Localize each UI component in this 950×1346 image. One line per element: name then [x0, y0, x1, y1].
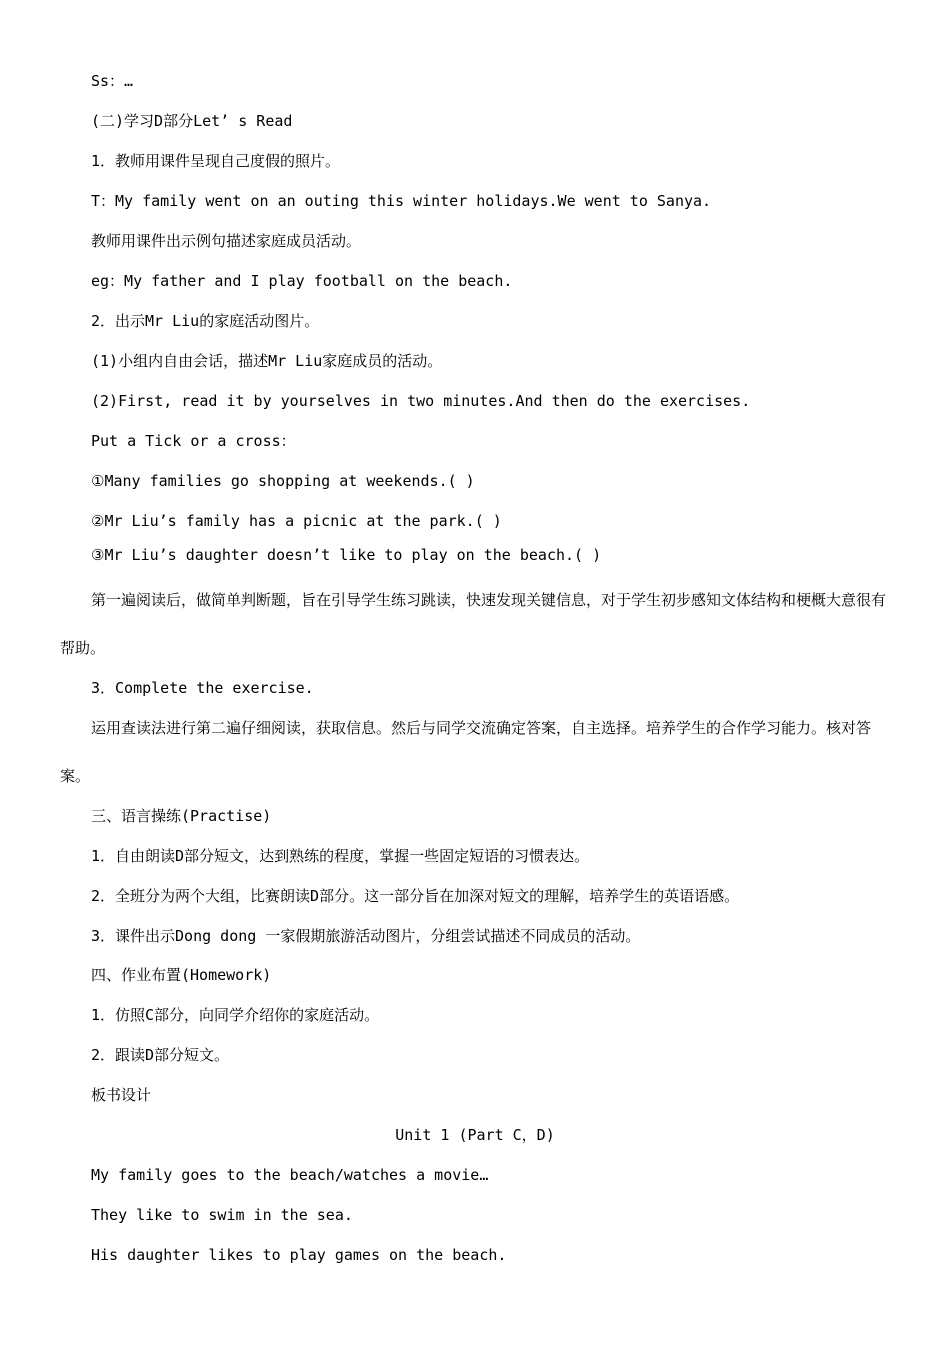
section-heading-practise: 三、语言操练(Practise)	[91, 807, 272, 825]
step-3: 3．Complete the exercise.	[91, 679, 314, 697]
board-title: Unit 1 (Part C，D)	[395, 1126, 555, 1144]
step-1: 1．教师用课件呈现自己度假的照片。	[91, 152, 341, 170]
example-line: eg：My father and I play football on the beach.	[91, 272, 513, 290]
substep-1: (1)小组内自由会话，描述Mr Liu家庭成员的活动。	[91, 352, 443, 370]
commentary-paragraph-1: 第一遍阅读后，做简单判断题，旨在引导学生练习跳读，快速发现关键信息，对于学生初步感知文体结构和梗概大意很有帮助。	[60, 591, 887, 657]
homework-item-1: 1．仿照C部分，向同学介绍你的家庭活动。	[91, 1006, 380, 1024]
instruction-line: 教师用课件出示例句描述家庭成员活动。	[91, 232, 362, 250]
homework-item-2: 2．跟读D部分短文。	[91, 1046, 230, 1064]
exercise-item-3: ③Mr Liu’s daughter doesn’t like to play on the beach.( )	[91, 546, 602, 564]
dialogue-line-ss: Ss：…	[91, 72, 134, 90]
board-design-heading: 板书设计	[91, 1086, 152, 1104]
board-line-1: My family goes to the beach/watches a movie…	[91, 1166, 489, 1184]
substep-2: (2)First, read it by yourselves in two minutes.And then do the exercises.	[91, 392, 751, 410]
exercise-item-1: ①Many families go shopping at weekends.( )	[91, 472, 475, 490]
teacher-line: T：My family went on an outing this winter holidays.We went to Sanya.	[91, 192, 712, 210]
exercise-item-2: ②Mr Liu’s family has a picnic at the park.( )	[91, 512, 502, 530]
section-heading-homework: 四、作业布置(Homework)	[91, 966, 272, 984]
practise-item-1: 1．自由朗读D部分短文，达到熟练的程度，掌握一些固定短语的习惯表达。	[91, 847, 590, 865]
step-2: 2．出示Mr Liu的家庭活动图片。	[91, 312, 320, 330]
board-line-2: They like to swim in the sea.	[91, 1206, 353, 1224]
exercise-instruction: Put a Tick or a cross：	[91, 432, 296, 450]
board-line-3: His daughter likes to play games on the beach.	[91, 1246, 507, 1264]
practise-item-3: 3．课件出示Dong dong 一家假期旅游活动图片，分组尝试描述不同成员的活动。	[91, 927, 641, 945]
practise-item-2: 2．全班分为两个大组，比赛朗读D部分。这一部分旨在加深对短文的理解，培养学生的英语语感。	[91, 887, 740, 905]
commentary-paragraph-2: 运用查读法进行第二遍仔细阅读，获取信息。然后与同学交流确定答案，自主选择。培养学生的合作学习能力。核对答案。	[60, 719, 872, 785]
section-heading-read: (二)学习D部分Let’ s Read	[91, 112, 293, 130]
